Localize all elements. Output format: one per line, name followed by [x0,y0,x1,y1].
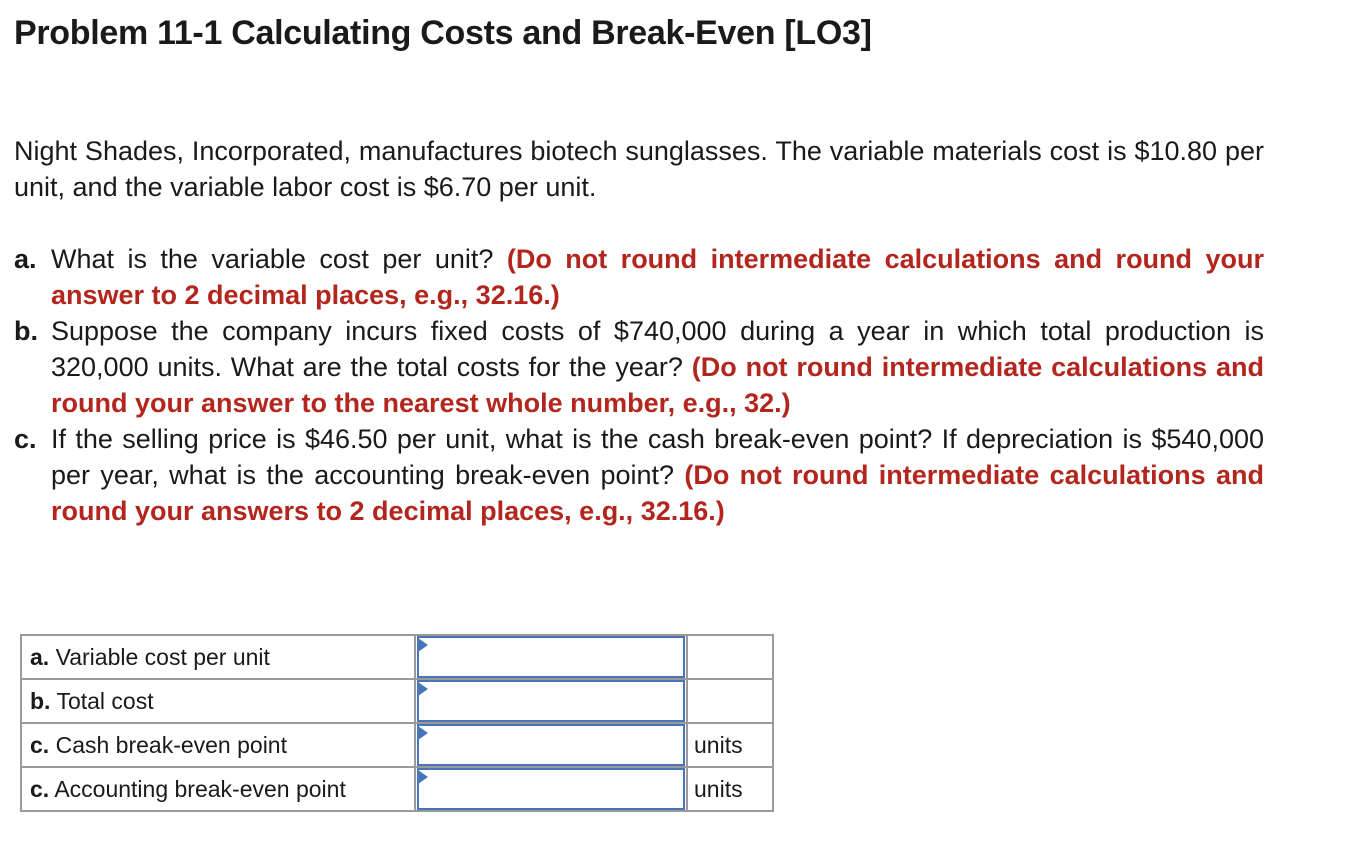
answer-label [21,635,415,679]
answer-unit: units [687,723,773,767]
question-letter: c. [14,424,37,454]
problem-page [14,0,1264,529]
question-a [14,241,1264,313]
input-marker-icon [418,638,428,652]
answer-input-cell [415,679,687,723]
answer-label-text: Accounting break-even point [54,775,346,802]
answer-label-letter: c. [30,775,50,802]
question-text: Suppose the company incurs fixed costs of $740,000 during a year in which total production is 320,000 units. What are the total costs for the year? [51,316,1264,382]
input-marker-icon [418,770,428,784]
answer-input-cell [415,723,687,767]
input-marker-icon [418,726,428,740]
answer-table [20,634,774,812]
answer-row-accounting-break-even [21,767,773,811]
problem-intro: Night Shades, Incorporated, manufactures biotech sunglasses. The variable materials cost is $10.80 per unit, and the variable labor cost is $6.70 per unit. [14,136,1264,202]
question-instruction: (Do not round intermediate calculations and round your answer to the nearest whole number, e.g., 32.) [51,352,1264,418]
answer-label [21,679,415,723]
answer-unit [687,635,773,679]
question-text: If the selling price is $46.50 per unit, what is the cash break-even point? If depreciation is $540,000 per year, what is the accounting break-even point? [51,424,1264,490]
cash-break-even-input[interactable] [417,724,685,766]
answer-label [21,767,415,811]
question-list [14,241,1264,529]
answer-row-cash-break-even [21,723,773,767]
question-c [14,421,1264,529]
answer-label-letter: b. [30,687,51,714]
accounting-break-even-input[interactable] [417,768,685,810]
total-cost-input[interactable] [417,680,685,722]
answer-unit: units [687,767,773,811]
question-letter: a. [14,244,37,274]
variable-cost-input[interactable] [417,636,685,678]
question-instruction: (Do not round intermediate calculations and round your answers to 2 decimal places, e.g., 32.16.) [51,460,1264,526]
answer-label [21,723,415,767]
question-b [14,313,1264,421]
question-text: What is the variable cost per unit? [51,244,507,274]
answer-input-cell [415,635,687,679]
answer-row-total-cost [21,679,773,723]
answer-label-text: Total cost [56,687,154,714]
answer-input-cell [415,767,687,811]
answer-row-variable-cost [21,635,773,679]
answer-unit [687,679,773,723]
page-title: Problem 11-1 Calculating Costs and Break-Even [LO3] [14,14,872,52]
answer-label-text: Cash break-even point [55,731,287,758]
input-marker-icon [418,682,428,696]
answer-label-letter: c. [30,731,50,758]
question-letter: b. [14,316,38,346]
answer-label-text: Variable cost per unit [55,643,270,670]
answer-label-letter: a. [30,643,50,670]
question-instruction: (Do not round intermediate calculations and round your answer to 2 decimal places, e.g., 32.16.) [51,244,1264,310]
